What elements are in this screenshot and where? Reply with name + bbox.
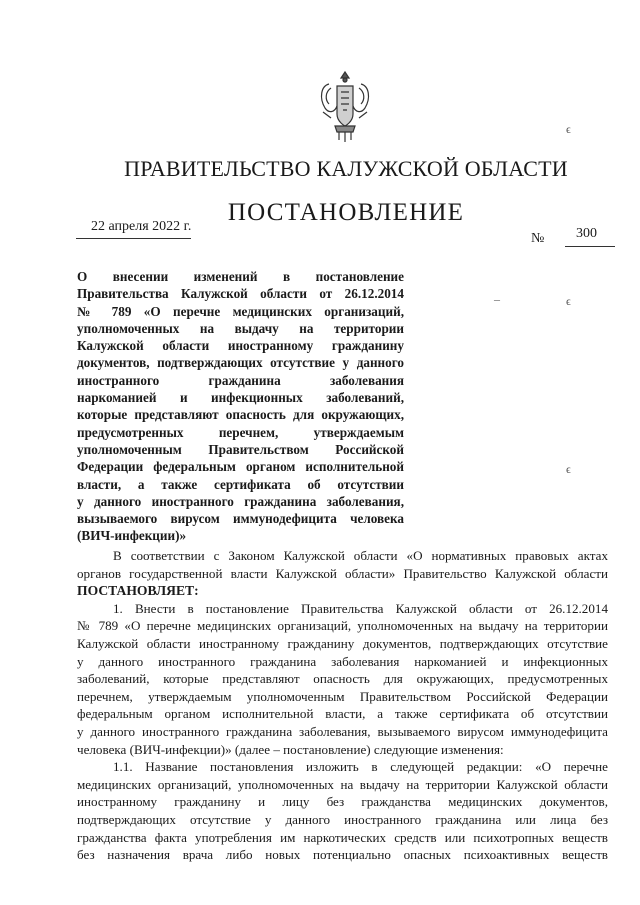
decree-date: 22 апреля 2022 г. [91,219,192,234]
date-underline [76,238,191,239]
subject-line: иностранного гражданина заболевания [77,372,404,388]
body-line: 1. Внести в постановление Правительства Калужской области от 26.12.2014 [113,600,608,616]
resolves-heading: ПОСТАНОВЛЯЕТ: [77,583,199,599]
body-line: гражданства факта употребления им наркотических средств или психотропных веществ [77,829,608,845]
body-line: Калужской области иностранному гражданину документов, подтверждающих отсутствие [77,635,608,651]
subject-line: О внесении изменений в постановление [77,269,404,284]
subject-line: Федерации федеральным органом исполнительной [77,459,404,475]
subject-line: Правительства Калужской области от 26.12.2014 [77,286,404,302]
body-line: иностранному гражданину и лицу без гражданства медицинских документов, [77,794,608,810]
number-underline [565,246,615,247]
body-line: у данного иностранного гражданина заболевания наркоманией и инфекционных [77,653,608,669]
scan-mark: ϵ [566,462,571,476]
subject-line: уполномоченных на выдачу на территории [77,320,404,336]
body-line: федеральным органом исполнительной власти, а также сертификата об отсутствии [77,706,608,722]
body-line: подтверждающих отсутствие у данного иностранного гражданина или лица без [77,811,608,827]
document-type-title: ПОСТАНОВЛЕНИЕ [227,199,465,226]
subject-line: власти, а также сертификата об отсутствии [77,476,404,492]
body-line: у данного иностранного гражданина заболевания, вызываемого вирусом иммунодефицита [77,723,608,739]
subject-line: предусмотренных перечнем, утверждаемым [77,424,404,440]
decree-number: 300 [576,226,597,241]
subject-line: (ВИЧ-инфекции)» [77,528,187,544]
body-line: заболеваний, которые представляют опасность для окружающих, предусмотренных [77,671,608,687]
number-label: № [531,231,545,246]
subject-line: у данного иностранного гражданина заболевания, [77,493,404,509]
body-line: В соответствии с Законом Калужской области «О нормативных правовых актах [113,548,608,563]
subject-line: Калужской области иностранному гражданину [77,338,404,354]
subject-line: которые представляют опасность для окружающих, [77,407,404,423]
body-line: медицинских организаций, уполномоченных на выдачу на территории Калужской области [77,776,608,792]
decree-body [77,547,608,864]
subject-line: наркоманией и инфекционных заболеваний, [77,390,404,406]
subject-line: уполномоченным Правительством Российской [77,441,404,457]
scan-mark: – [494,292,500,306]
body-line: перечнем, утверждаемым уполномоченным Правительством Российской Федерации [77,688,608,704]
body-line: без назначения врача либо новых потенциально опасных психоактивных веществ [77,847,608,863]
body-line: человека (ВИЧ-инфекции)» (далее – постановление) следующие изменения: [77,741,504,757]
coat-of-arms-emblem [317,68,373,146]
subject-line: документов, подтверждающих отсутствие у данного [77,355,404,371]
subject-line: вызываемого вирусом иммунодефицита человека [77,511,404,527]
government-name: ПРАВИТЕЛЬСТВО КАЛУЖСКОЙ ОБЛАСТИ [124,156,568,181]
scan-mark: ϵ [566,294,571,308]
decree-subject [77,268,404,545]
body-line: № 789 «О перечне медицинских организаций, уполномоченных на выдачу на территории [77,618,608,634]
body-line: 1.1. Название постановления изложить в следующей редакции: «О перечне [113,759,608,775]
subject-line: № 789 «О перечне медицинских организаций, [77,303,404,319]
scan-mark: ϵ [566,122,571,136]
body-line: органов государственной власти Калужской области» Правительство Калужской области [77,565,608,581]
